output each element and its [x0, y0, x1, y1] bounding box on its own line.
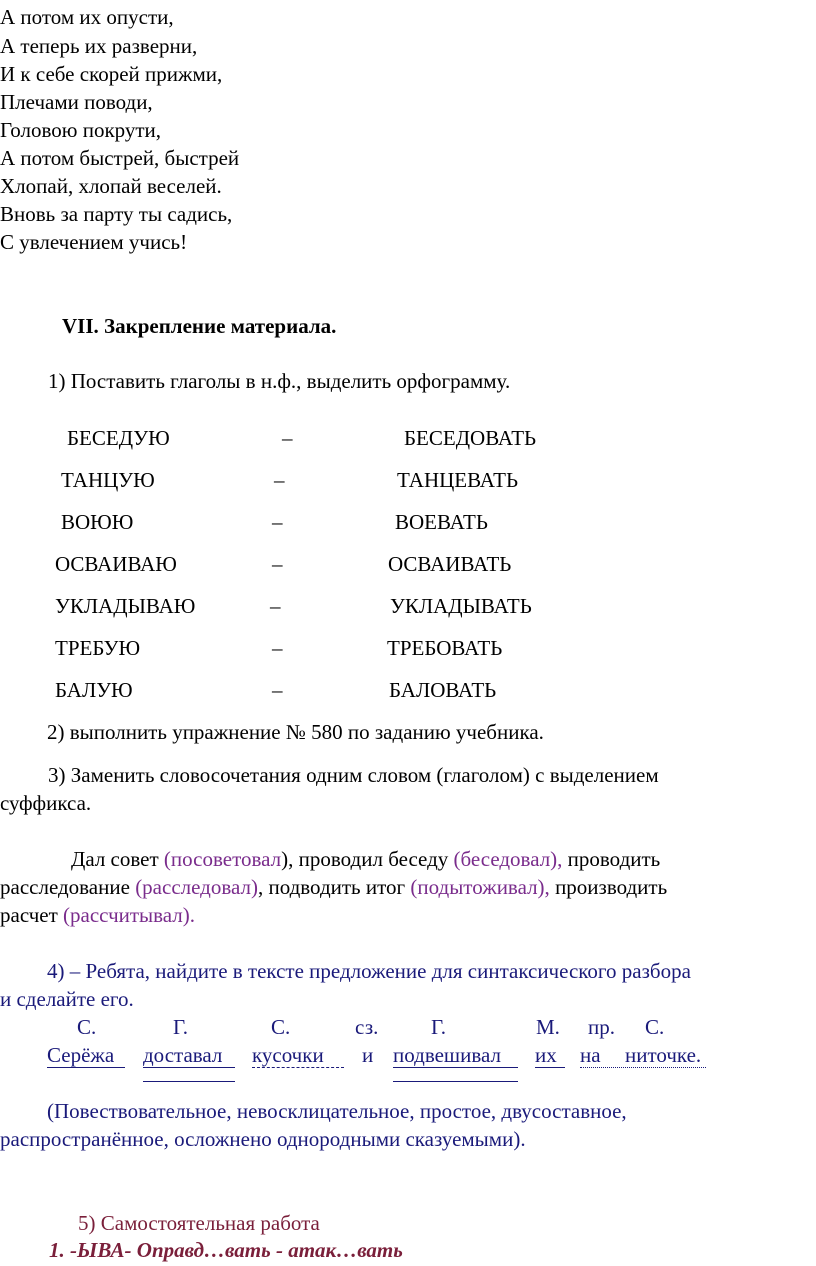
poem-line: Вновь за парту ты садись, — [0, 202, 233, 226]
task-3-line-1: 3) Заменить словосочетания одним словом (глаголом) с выделением — [48, 763, 659, 787]
phrase: , подводить итог — [257, 875, 411, 899]
predicate-underline — [143, 1067, 235, 1068]
parse-label: Г. — [431, 1015, 447, 1039]
pair-left: ОСВАИВАЮ — [55, 552, 177, 576]
pair-dash: – — [272, 510, 283, 534]
task-5-item: 1. -ЫВА- Оправд…вать - атак…вать — [49, 1238, 403, 1262]
pair-left: ТАНЦУЮ — [61, 468, 155, 492]
pair-dash: – — [270, 594, 281, 618]
pair-dash: – — [272, 552, 283, 576]
pair-right: ВОЕВАТЬ — [395, 510, 488, 534]
task-4-line-1: 4) – Ребята, найдите в тексте предложение для синтаксического разбора — [47, 959, 691, 983]
task-5: 5) Самостоятельная работа — [78, 1211, 320, 1235]
parse-word: их — [535, 1043, 557, 1067]
parse-label: С. — [271, 1015, 291, 1039]
answers-line-3 — [0, 905, 195, 926]
task-2: 2) выполнить упражнение № 580 по заданию учебника. — [47, 720, 544, 744]
modifier-underline — [535, 1067, 565, 1068]
pair-dash: – — [282, 426, 293, 450]
characteristic-line-2: распространённое, осложнено однородными сказуемыми). — [0, 1127, 526, 1151]
pair-right: ТАНЦЕВАТЬ — [397, 468, 518, 492]
pair-left: ВОЮЮ — [61, 510, 134, 534]
adverbial-underline — [580, 1067, 706, 1068]
parse-word: и — [362, 1043, 374, 1067]
pair-right: ТРЕБОВАТЬ — [387, 636, 503, 660]
answer: (подытоживал), — [410, 875, 550, 899]
task-1: 1) Поставить глаголы в н.ф., выделить орфограмму. — [48, 369, 511, 393]
task-3-line-2: суффикса. — [0, 791, 92, 815]
parse-word: подвешивал — [393, 1043, 501, 1067]
parse-word: на — [580, 1043, 601, 1067]
section-title: VII. Закрепление материала. — [62, 314, 337, 338]
poem-line: А потом быстрей, быстрей — [0, 146, 240, 170]
subject-underline — [47, 1067, 125, 1068]
phrase: проводить — [562, 847, 661, 871]
pair-right: БЕСЕДОВАТЬ — [404, 426, 537, 450]
pair-left: УКЛАДЫВАЮ — [55, 594, 196, 618]
phrase: ), проводил беседу — [281, 847, 454, 871]
answers-line-2 — [0, 877, 667, 898]
poem-line: А потом их опусти, — [0, 5, 174, 29]
parse-word: кусочки — [252, 1043, 324, 1067]
parse-word: доставал — [143, 1043, 223, 1067]
predicate-underline — [143, 1081, 235, 1082]
parse-word: ниточке. — [625, 1043, 702, 1067]
pair-dash: – — [272, 678, 283, 702]
pair-dash: – — [272, 636, 283, 660]
answer: (рассчитывал). — [63, 903, 196, 927]
pair-right: БАЛОВАТЬ — [389, 678, 497, 702]
parse-label: Г. — [173, 1015, 189, 1039]
task-4-line-2: и сделайте его. — [0, 987, 134, 1011]
phrase: расчет — [0, 903, 64, 927]
predicate-underline — [393, 1067, 518, 1068]
poem-line: Плечами поводи, — [0, 90, 153, 114]
parse-label: М. — [536, 1015, 560, 1039]
parse-label: С. — [77, 1015, 97, 1039]
phrase: Дал совет — [71, 847, 164, 871]
answers-line-1 — [71, 849, 660, 870]
poem-line: И к себе скорей прижми, — [0, 62, 223, 86]
poem-line: А теперь их разверни, — [0, 34, 198, 58]
poem-line: С увлечением учись! — [0, 230, 188, 254]
parse-label: сз. — [355, 1015, 379, 1039]
pair-left: ТРЕБУЮ — [55, 636, 141, 660]
phrase: производить — [549, 875, 668, 899]
object-underline — [252, 1067, 344, 1068]
answer: (расследовал) — [135, 875, 258, 899]
parse-label: С. — [645, 1015, 665, 1039]
pair-right: ОСВАИВАТЬ — [388, 552, 512, 576]
parse-word: Серёжа — [47, 1043, 115, 1067]
answer: (беседовал), — [453, 847, 563, 871]
predicate-underline — [393, 1081, 518, 1082]
pair-right: УКЛАДЫВАТЬ — [390, 594, 532, 618]
poem-line: Хлопай, хлопай веселей. — [0, 174, 222, 198]
phrase: расследование — [0, 875, 136, 899]
pair-dash: – — [274, 468, 285, 492]
pair-left: БЕСЕДУЮ — [67, 426, 170, 450]
characteristic-line-1: (Повествовательное, невосклицательное, простое, двусоставное, — [47, 1099, 627, 1123]
answer: (посоветовал — [163, 847, 282, 871]
parse-label: пр. — [588, 1015, 615, 1039]
pair-left: БАЛУЮ — [55, 678, 133, 702]
poem-line: Головою покрути, — [0, 118, 162, 142]
